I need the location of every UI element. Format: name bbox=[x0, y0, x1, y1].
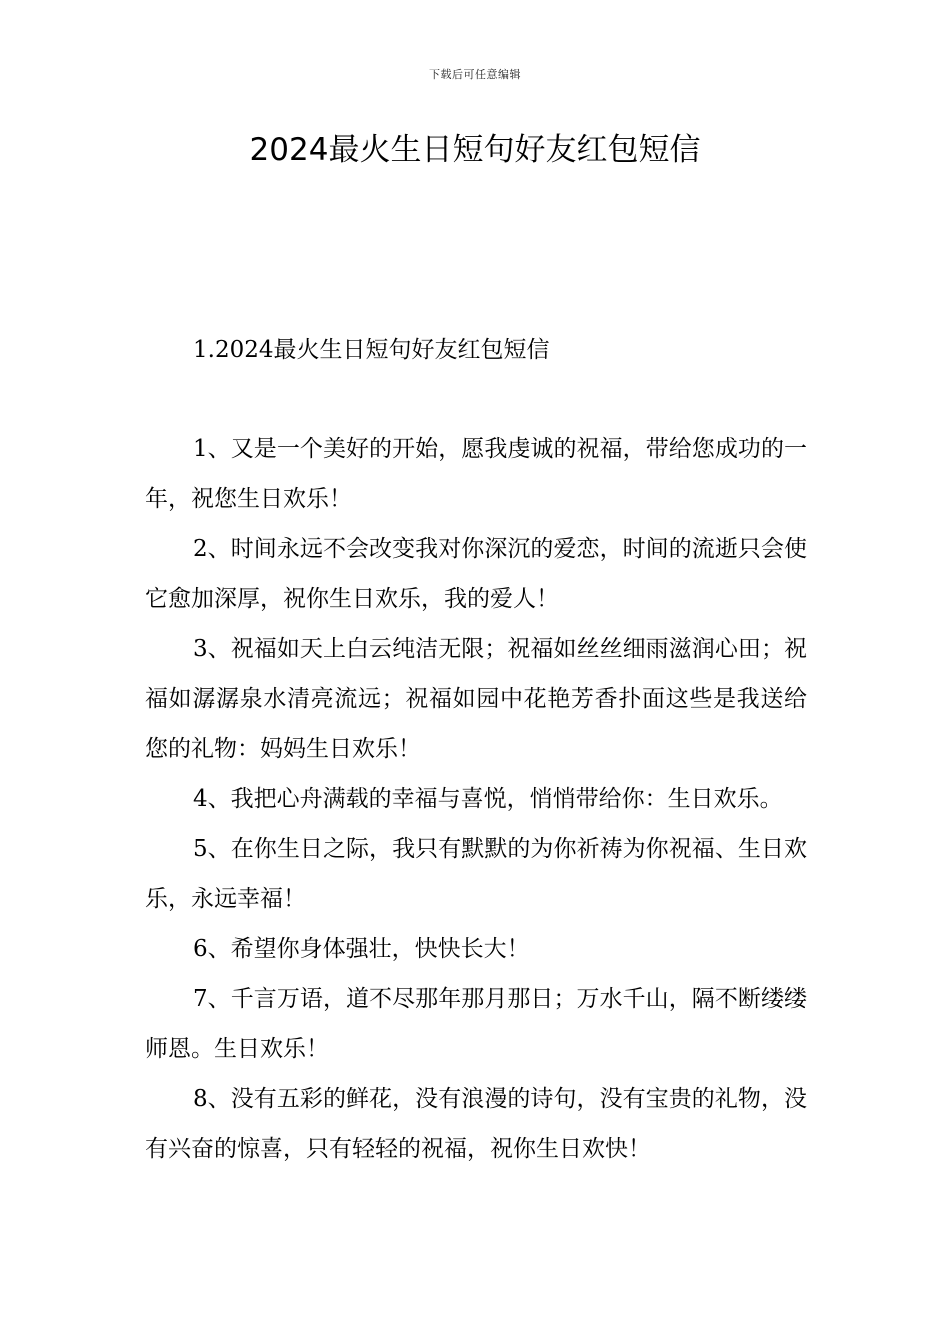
list-item: 2、时间永远不会改变我对你深沉的爱恋，时间的流逝只会使它愈加深厚，祝你生日欢乐，我的爱人！ bbox=[145, 536, 807, 612]
list-item: 3、祝福如天上白云纯洁无限；祝福如丝丝细雨滋润心田；祝福如潺潺泉水清亮流远；祝福如园中花艳芳香扑面这些是我送给您的礼物：妈妈生日欢乐！ bbox=[145, 636, 807, 762]
list-item: 8、没有五彩的鲜花，没有浪漫的诗句，没有宝贵的礼物，没有兴奋的惊喜，只有轻轻的祝福，祝你生日欢快！ bbox=[145, 1086, 807, 1162]
list-item: 5、在你生日之际，我只有默默的为你祈祷为你祝福、生日欢乐，永远幸福！ bbox=[145, 836, 807, 912]
document-title: 2024最火生日短句好友红包短信 bbox=[249, 132, 701, 168]
section-heading: 1.2024最火生日短句好友红包短信 bbox=[193, 337, 550, 363]
list-item: 6、希望你身体强壮，快快长大！ bbox=[193, 936, 530, 962]
list-item: 7、千言万语，道不尽那年那月那日；万水千山，隔不断缕缕师恩。生日欢乐！ bbox=[145, 986, 807, 1062]
list-item: 1、又是一个美好的开始，愿我虔诚的祝福，带给您成功的一年，祝您生日欢乐！ bbox=[145, 436, 807, 512]
greeting-list bbox=[145, 424, 807, 1174]
header-note: 下载后可任意编辑 bbox=[429, 68, 521, 81]
document-body bbox=[145, 326, 807, 1174]
list-item: 4、我把心舟满载的幸福与喜悦，悄悄带给你：生日欢乐。 bbox=[193, 786, 783, 812]
